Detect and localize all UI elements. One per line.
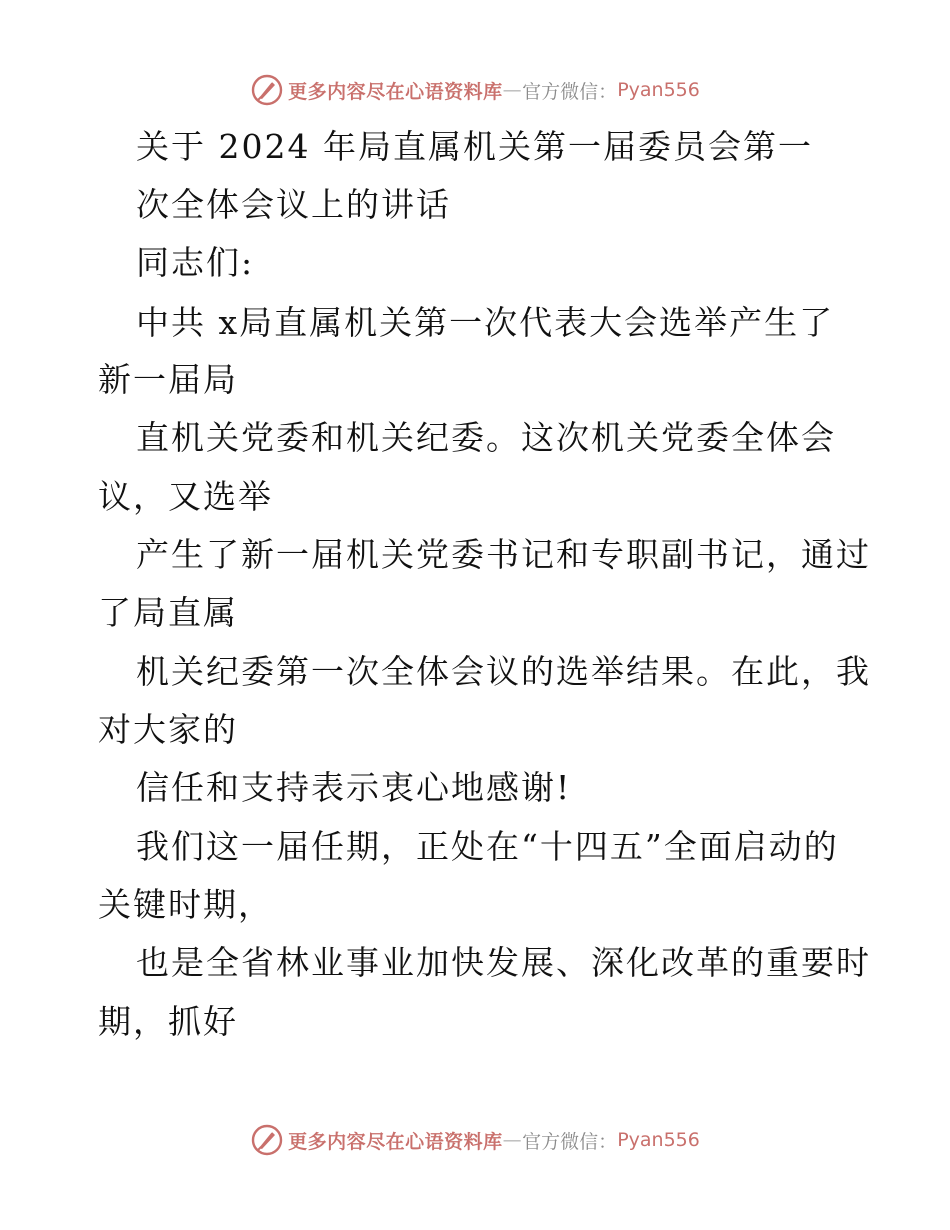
paragraph-line: 信任和支持表示衷心地感谢! [136, 768, 572, 807]
watermark-separator: — [502, 1129, 523, 1151]
watermark-wechat-id: Pyan556 [617, 79, 700, 101]
watermark-wechat-id: Pyan556 [617, 1129, 700, 1151]
watermark-wechat-label: 官方微信： [522, 80, 618, 103]
document-title-line-1: 关于 2024 年局直属机关第一届委员会第一 [136, 127, 813, 166]
quill-logo-icon [250, 73, 284, 107]
paragraph-line: 产生了新一届机关党委书记和专职副书记，通过 [136, 535, 871, 574]
paragraph-line: 了局直属 [98, 593, 238, 632]
footer-watermark-banner [0, 1120, 950, 1160]
paragraph-line: 期，抓好 [98, 1002, 238, 1041]
watermark-site-text: 更多内容尽在心语资料库 [288, 80, 503, 103]
paragraph-line: 我们这一届任期，正处在“十四五”全面启动的 [136, 827, 839, 866]
paragraph-line: 中共 x局直属机关第一次代表大会选举产生了 [136, 303, 835, 342]
watermark-site-text: 更多内容尽在心语资料库 [288, 1130, 503, 1153]
document-title-line-2: 次全体会议上的讲话 [136, 185, 451, 224]
quill-logo-icon [250, 1123, 284, 1157]
paragraph-line: 新一届局 [98, 360, 238, 399]
paragraph-line: 关键时期， [98, 885, 273, 924]
header-watermark-banner [0, 70, 950, 110]
watermark-separator: — [502, 79, 523, 101]
salutation: 同志们: [136, 243, 255, 282]
paragraph-line: 对大家的 [98, 710, 238, 749]
paragraph-line: 议，又选举 [98, 477, 273, 516]
paragraph-line: 机关纪委第一次全体会议的选举结果。在此，我 [136, 652, 871, 691]
watermark-wechat-label: 官方微信： [522, 1130, 618, 1153]
paragraph-line: 也是全省林业事业加快发展、深化改革的重要时 [136, 943, 871, 982]
paragraph-line: 直机关党委和机关纪委。这次机关党委全体会 [136, 418, 836, 457]
